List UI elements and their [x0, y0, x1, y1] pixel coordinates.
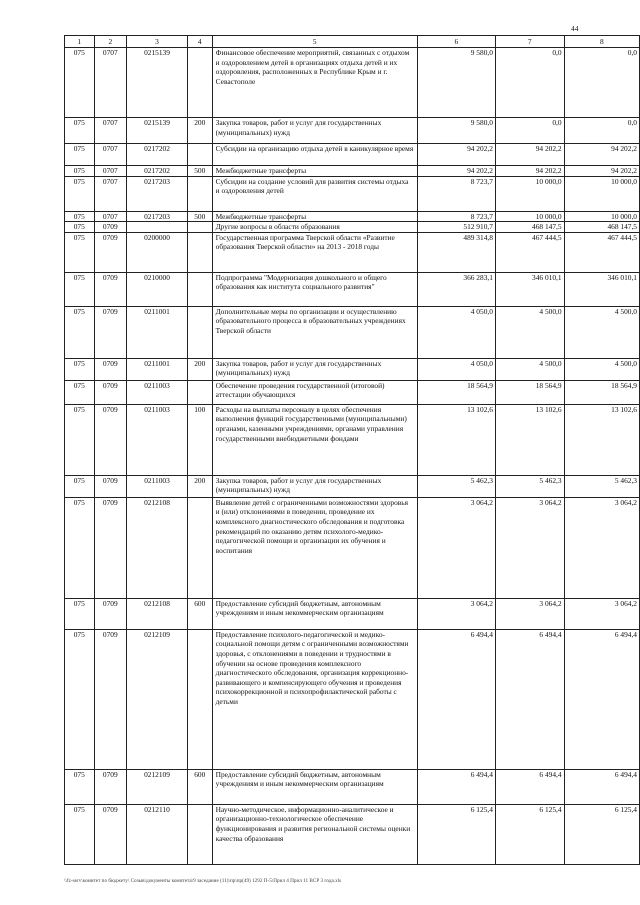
header-cell: 8: [564, 36, 639, 48]
expense-type-cell: 600: [187, 598, 212, 629]
admin-code-cell: 075: [65, 211, 95, 222]
expense-type-cell: 100: [187, 404, 212, 475]
header-cell: 3: [127, 36, 188, 48]
amount-col6-cell: 489 314,8: [417, 232, 495, 272]
admin-code-cell: 075: [65, 176, 95, 211]
table-row: [65, 358, 640, 380]
amount-col6-cell: 5 462,3: [417, 475, 495, 497]
section-code-cell: 0709: [94, 358, 127, 380]
admin-code-cell: 075: [65, 598, 95, 629]
amount-col7-cell: 10 000,0: [495, 176, 564, 211]
admin-code-cell: 075: [65, 404, 95, 475]
table-row: [65, 804, 640, 864]
description-cell: Обеспечение проведения государственной (итоговой) аттестации обучающихся: [212, 380, 417, 404]
admin-code-cell: 075: [65, 358, 95, 380]
amount-col6-cell: 8 723,7: [417, 211, 495, 222]
section-code-cell: 0709: [94, 769, 127, 804]
amount-col7-cell: 468 147,5: [495, 222, 564, 233]
amount-col7-cell: 4 500,0: [495, 358, 564, 380]
description-cell: Закупка товаров, работ и услуг для государственных (муниципальных) нужд: [212, 475, 417, 497]
description-cell: Другие вопросы в области образования: [212, 222, 417, 233]
amount-col6-cell: 4 050,0: [417, 306, 495, 358]
amount-col6-cell: 6 494,4: [417, 769, 495, 804]
admin-code-cell: 075: [65, 118, 95, 144]
header-cell: 4: [187, 36, 212, 48]
admin-code-cell: 075: [65, 769, 95, 804]
header-cell: 1: [65, 36, 95, 48]
section-code-cell: 0709: [94, 232, 127, 272]
amount-col7-cell: 6 125,4: [495, 804, 564, 864]
admin-code-cell: 075: [65, 166, 95, 177]
expense-type-cell: 500: [187, 211, 212, 222]
section-code-cell: 0709: [94, 804, 127, 864]
amount-col8-cell: 6 494,4: [564, 629, 639, 769]
description-cell: Субсидии на создание условий для развития системы отдыха и оздоровления детей: [212, 176, 417, 211]
target-article-cell: 0212108: [127, 598, 188, 629]
amount-col7-cell: 94 202,2: [495, 166, 564, 177]
expense-type-cell: 200: [187, 118, 212, 144]
amount-col7-cell: 0,0: [495, 48, 564, 118]
amount-col8-cell: 6 125,4: [564, 804, 639, 864]
expense-type-cell: [187, 232, 212, 272]
admin-code-cell: 075: [65, 804, 95, 864]
section-code-cell: 0709: [94, 629, 127, 769]
amount-col7-cell: 13 102,6: [495, 404, 564, 475]
table-row: [65, 144, 640, 166]
amount-col8-cell: 3 064,2: [564, 497, 639, 598]
table-row: [65, 222, 640, 233]
description-cell: Межбюджетные трансферты: [212, 211, 417, 222]
target-article-cell: 0210000: [127, 272, 188, 306]
target-article-cell: 0217203: [127, 211, 188, 222]
budget-table: [64, 35, 640, 865]
footer-file-path: \\fz-serv\комитет по бюджету\ Созыв\документы комитета\9 заседание (11)\пр\пр(49) 1292 П-5\Прил 4 Прил 11 ВСР 3 года.xls: [64, 878, 342, 884]
expense-type-cell: [187, 306, 212, 358]
table-row: [65, 629, 640, 769]
target-article-cell: 0212109: [127, 629, 188, 769]
description-cell: Финансовое обеспечение мероприятий, связанных с отдыхом и оздоровлением детей в организациях отдыха детей и их оздоровления, расположенных в Республике Крым и г. Севастополе: [212, 48, 417, 118]
amount-col6-cell: 9 580,0: [417, 118, 495, 144]
target-article-cell: 0212109: [127, 769, 188, 804]
expense-type-cell: [187, 497, 212, 598]
target-article-cell: 0211003: [127, 404, 188, 475]
amount-col8-cell: 4 500,0: [564, 306, 639, 358]
amount-col6-cell: 94 202,2: [417, 166, 495, 177]
amount-col8-cell: 4 500,0: [564, 358, 639, 380]
section-code-cell: 0709: [94, 272, 127, 306]
admin-code-cell: 075: [65, 380, 95, 404]
expense-type-cell: 600: [187, 769, 212, 804]
amount-col7-cell: 467 444,5: [495, 232, 564, 272]
target-article-cell: 0215139: [127, 118, 188, 144]
target-article-cell: 0211001: [127, 358, 188, 380]
table-row: [65, 598, 640, 629]
expense-type-cell: [187, 804, 212, 864]
amount-col8-cell: 10 000,0: [564, 211, 639, 222]
target-article-cell: 0211003: [127, 380, 188, 404]
section-code-cell: 0707: [94, 144, 127, 166]
amount-col6-cell: 3 064,2: [417, 598, 495, 629]
expense-type-cell: [187, 176, 212, 211]
section-code-cell: 0709: [94, 497, 127, 598]
admin-code-cell: 075: [65, 475, 95, 497]
amount-col8-cell: 18 564,9: [564, 380, 639, 404]
amount-col6-cell: 6 125,4: [417, 804, 495, 864]
description-cell: Дополнительные меры по организации и осуществлению образовательного процесса в образовательных учреждениях Тверской области: [212, 306, 417, 358]
description-cell: Расходы на выплаты персоналу в целях обеспечения выполнения функций государственными (муниципальными) органами, казенными учреждениями, органами управления государственными внебюджетными фондами: [212, 404, 417, 475]
table-row: [65, 176, 640, 211]
target-article-cell: 0212110: [127, 804, 188, 864]
amount-col8-cell: 94 202,2: [564, 144, 639, 166]
target-article-cell: 0215139: [127, 48, 188, 118]
section-code-cell: 0707: [94, 166, 127, 177]
amount-col7-cell: 0,0: [495, 118, 564, 144]
amount-col8-cell: 3 064,2: [564, 598, 639, 629]
table-row: [65, 380, 640, 404]
amount-col7-cell: 3 064,2: [495, 497, 564, 598]
section-code-cell: 0707: [94, 176, 127, 211]
section-code-cell: 0709: [94, 306, 127, 358]
amount-col8-cell: 13 102,6: [564, 404, 639, 475]
admin-code-cell: 075: [65, 629, 95, 769]
amount-col8-cell: 94 202,2: [564, 166, 639, 177]
target-article-cell: 0211001: [127, 306, 188, 358]
amount-col8-cell: 10 000,0: [564, 176, 639, 211]
expense-type-cell: [187, 48, 212, 118]
section-code-cell: 0707: [94, 118, 127, 144]
table-row: [65, 497, 640, 598]
amount-col7-cell: 6 494,4: [495, 769, 564, 804]
section-code-cell: 0709: [94, 404, 127, 475]
table-row: [65, 232, 640, 272]
expense-type-cell: 200: [187, 475, 212, 497]
amount-col8-cell: 0,0: [564, 118, 639, 144]
section-code-cell: 0707: [94, 48, 127, 118]
amount-col8-cell: 468 147,5: [564, 222, 639, 233]
description-cell: Подпрограмма "Модернизация дошкольного и общего образования как института социального развития": [212, 272, 417, 306]
target-article-cell: 0217202: [127, 166, 188, 177]
amount-col8-cell: 5 462,3: [564, 475, 639, 497]
description-cell: Закупка товаров, работ и услуг для государственных (муниципальных) нужд: [212, 118, 417, 144]
table-row: [65, 769, 640, 804]
amount-col8-cell: 6 494,4: [564, 769, 639, 804]
description-cell: Межбюджетные трансферты: [212, 166, 417, 177]
section-code-cell: 0709: [94, 475, 127, 497]
amount-col6-cell: 512 910,7: [417, 222, 495, 233]
amount-col8-cell: 467 444,5: [564, 232, 639, 272]
amount-col6-cell: 3 064,2: [417, 497, 495, 598]
description-cell: Научно-методическое, информационно-аналитическое и организационно-технологическое обеспечение функционирования и развития региональной системы оценки качества образования: [212, 804, 417, 864]
table-row: [65, 475, 640, 497]
amount-col7-cell: 94 202,2: [495, 144, 564, 166]
amount-col7-cell: 6 494,4: [495, 629, 564, 769]
description-cell: Предоставление субсидий бюджетным, автономным учреждениям и иным некоммерческим организациям: [212, 598, 417, 629]
section-code-cell: 0709: [94, 222, 127, 233]
page-number: 44: [571, 24, 579, 33]
amount-col7-cell: 346 010,1: [495, 272, 564, 306]
amount-col8-cell: 346 010,1: [564, 272, 639, 306]
header-cell: 7: [495, 36, 564, 48]
description-cell: Предоставление психолого-педагогической и медико-социальной помощи детям с ограниченными возможностями здоровья, с отклонениями в поведении и трудностями в обучении на основе проведения комплексного диагностического обследования, организация коррекционно-развивающего и компенсирующего обучения и проведения психокоррекционной и психопрофилактической работы с детьми: [212, 629, 417, 769]
table-row: [65, 404, 640, 475]
amount-col6-cell: 18 564,9: [417, 380, 495, 404]
amount-col6-cell: 9 580,0: [417, 48, 495, 118]
description-cell: Предоставление субсидий бюджетным, автономным учреждениям и иным некоммерческим организациям: [212, 769, 417, 804]
table-row: [65, 306, 640, 358]
expense-type-cell: [187, 144, 212, 166]
target-article-cell: 0211003: [127, 475, 188, 497]
header-cell: 6: [417, 36, 495, 48]
expense-type-cell: 200: [187, 358, 212, 380]
amount-col6-cell: 6 494,4: [417, 629, 495, 769]
description-cell: Закупка товаров, работ и услуг для государственных (муниципальных) нужд: [212, 358, 417, 380]
section-code-cell: 0709: [94, 380, 127, 404]
expense-type-cell: [187, 380, 212, 404]
admin-code-cell: 075: [65, 222, 95, 233]
table-row: [65, 272, 640, 306]
expense-type-cell: 500: [187, 166, 212, 177]
section-code-cell: 0709: [94, 598, 127, 629]
table-row: [65, 48, 640, 118]
admin-code-cell: 075: [65, 497, 95, 598]
description-cell: Субсидии на организацию отдыха детей в каникулярное время: [212, 144, 417, 166]
target-article-cell: 0217202: [127, 144, 188, 166]
amount-col7-cell: 3 064,2: [495, 598, 564, 629]
amount-col7-cell: 18 564,9: [495, 380, 564, 404]
admin-code-cell: 075: [65, 48, 95, 118]
amount-col6-cell: 94 202,2: [417, 144, 495, 166]
target-article-cell: 0212108: [127, 497, 188, 598]
target-article-cell: 0200000: [127, 232, 188, 272]
table-row: [65, 211, 640, 222]
admin-code-cell: 075: [65, 272, 95, 306]
admin-code-cell: 075: [65, 144, 95, 166]
admin-code-cell: 075: [65, 306, 95, 358]
expense-type-cell: [187, 629, 212, 769]
expense-type-cell: [187, 222, 212, 233]
description-cell: Выявление детей с ограниченными возможностями здоровья и (или) отклонениями в поведении, проведение их комплексного диагностического обследования и подготовка рекомендаций по оказанию детям психолого-медико-педагогической помощи и организации их обучения и воспитания: [212, 497, 417, 598]
amount-col7-cell: 10 000,0: [495, 211, 564, 222]
header-cell: 5: [212, 36, 417, 48]
header-cell: 2: [94, 36, 127, 48]
target-article-cell: 0217203: [127, 176, 188, 211]
amount-col6-cell: 4 050,0: [417, 358, 495, 380]
amount-col8-cell: 0,0: [564, 48, 639, 118]
amount-col6-cell: 8 723,7: [417, 176, 495, 211]
description-cell: Государственная программа Тверской области «Развитие образования Тверской области» на 2013 - 2018 годы: [212, 232, 417, 272]
amount-col7-cell: 5 462,3: [495, 475, 564, 497]
table-row: [65, 118, 640, 144]
header-row: [65, 36, 640, 48]
expense-type-cell: [187, 272, 212, 306]
amount-col7-cell: 4 500,0: [495, 306, 564, 358]
admin-code-cell: 075: [65, 232, 95, 272]
amount-col6-cell: 366 283,1: [417, 272, 495, 306]
amount-col6-cell: 13 102,6: [417, 404, 495, 475]
section-code-cell: 0707: [94, 211, 127, 222]
table-row: [65, 166, 640, 177]
target-article-cell: [127, 222, 188, 233]
